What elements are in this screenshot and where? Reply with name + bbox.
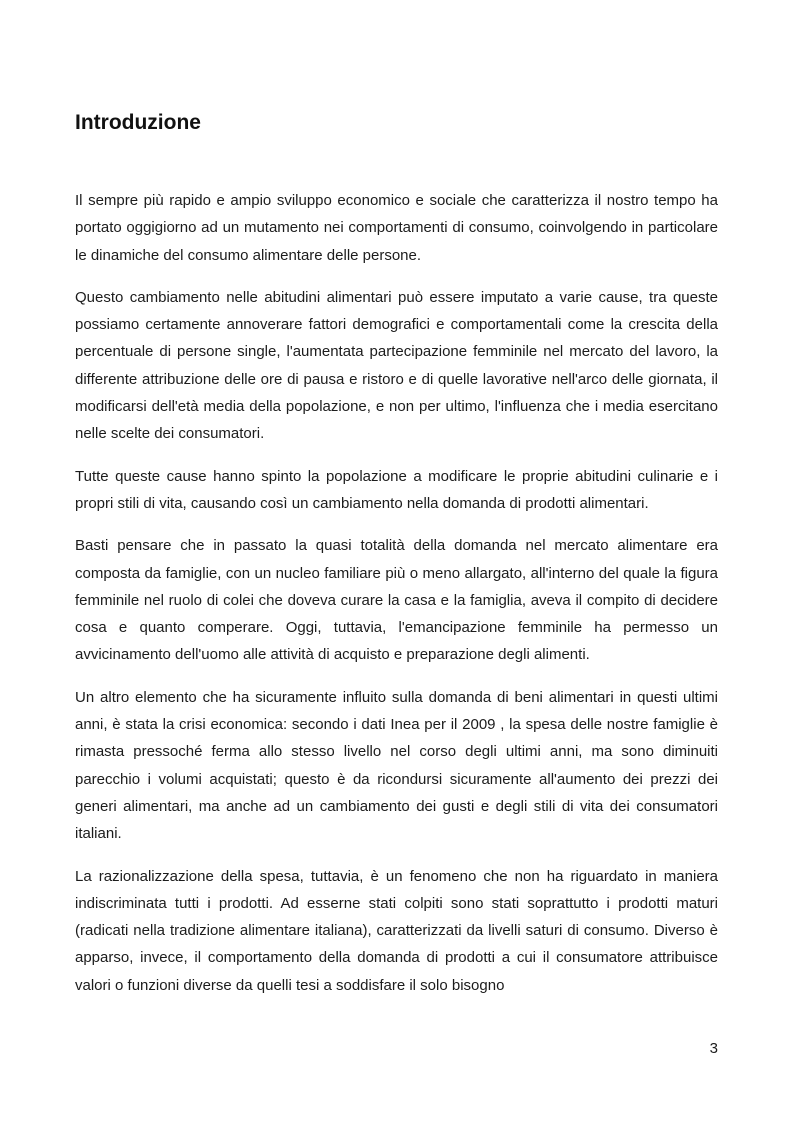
section-heading: Introduzione [75, 111, 201, 134]
paragraph-4: Basti pensare che in passato la quasi totalità della domanda nel mercato alimentare era composta da famiglie, con un nucleo familiare più o meno allargato, all'interno del quale la figura femminile nel ruolo di colei che doveva curare la casa e la famiglia, aveva il compito di decidere cosa e quanto comperare. Oggi, tuttavia, l'emancipazione femminile ha permesso un avvicinamento dell'uomo alle attività di acquisto e preparazione degli alimenti. [75, 537, 718, 664]
body-text [75, 187, 718, 1014]
paragraph-5: Un altro elemento che ha sicuramente influito sulla domanda di beni alimentari in questi ultimi anni, è stata la crisi economica: secondo i dati Inea per il 2009 , la spesa delle nostre famiglie è rimasta pressoché ferma allo stesso livello nel corso degli ultimi anni, ma sono diminuiti parecchio i volumi acquistati; questo è da ricondursi sicuramente all'aumento dei prezzi dei generi alimentari, ma anche ad un cambiamento dei gusti e degli stili di vita dei consumatori italiani. [75, 688, 718, 843]
page-number: 3 [709, 1040, 718, 1057]
paragraph-2: Questo cambiamento nelle abitudini alimentari può essere imputato a varie cause, tra queste possiamo certamente annoverare fattori demografici e comportamentali come la crescita della percentuale di persone single, l'aumentata partecipazione femminile nel mercato del lavoro, la differente attribuzione delle ore di pausa e ristoro e di quelle lavorative nell'arco delle giornata, il modificarsi dell'età media della popolazione, e non per ultimo, l'influenza che i media esercitano nelle scelte dei consumatori. [75, 288, 718, 443]
paragraph-6: La razionalizzazione della spesa, tuttavia, è un fenomeno che non ha riguardato in maniera indiscriminata tutti i prodotti. Ad esserne stati colpiti sono stati soprattutto i prodotti maturi (radicati nella tradizione alimentare italiana), caratterizzati da livelli saturi di consumo. Diverso è apparso, invece, il comportamento della domanda di prodotti a cui il consumatore attribuisce valori o funzioni diverse da quelli tesi a soddisfare il solo bisogno [75, 867, 718, 994]
paragraph-1: Il sempre più rapido e ampio sviluppo economico e sociale che caratterizza il nostro tempo ha portato oggigiorno ad un mutamento nei comportamenti di consumo, coinvolgendo in particolare le dinamiche del consumo alimentare delle persone. [75, 192, 718, 264]
paragraph-3: Tutte queste cause hanno spinto la popolazione a modificare le proprie abitudini culinarie e i propri stili di vita, causando così un cambiamento nella domanda di prodotti alimentari. [75, 467, 718, 512]
